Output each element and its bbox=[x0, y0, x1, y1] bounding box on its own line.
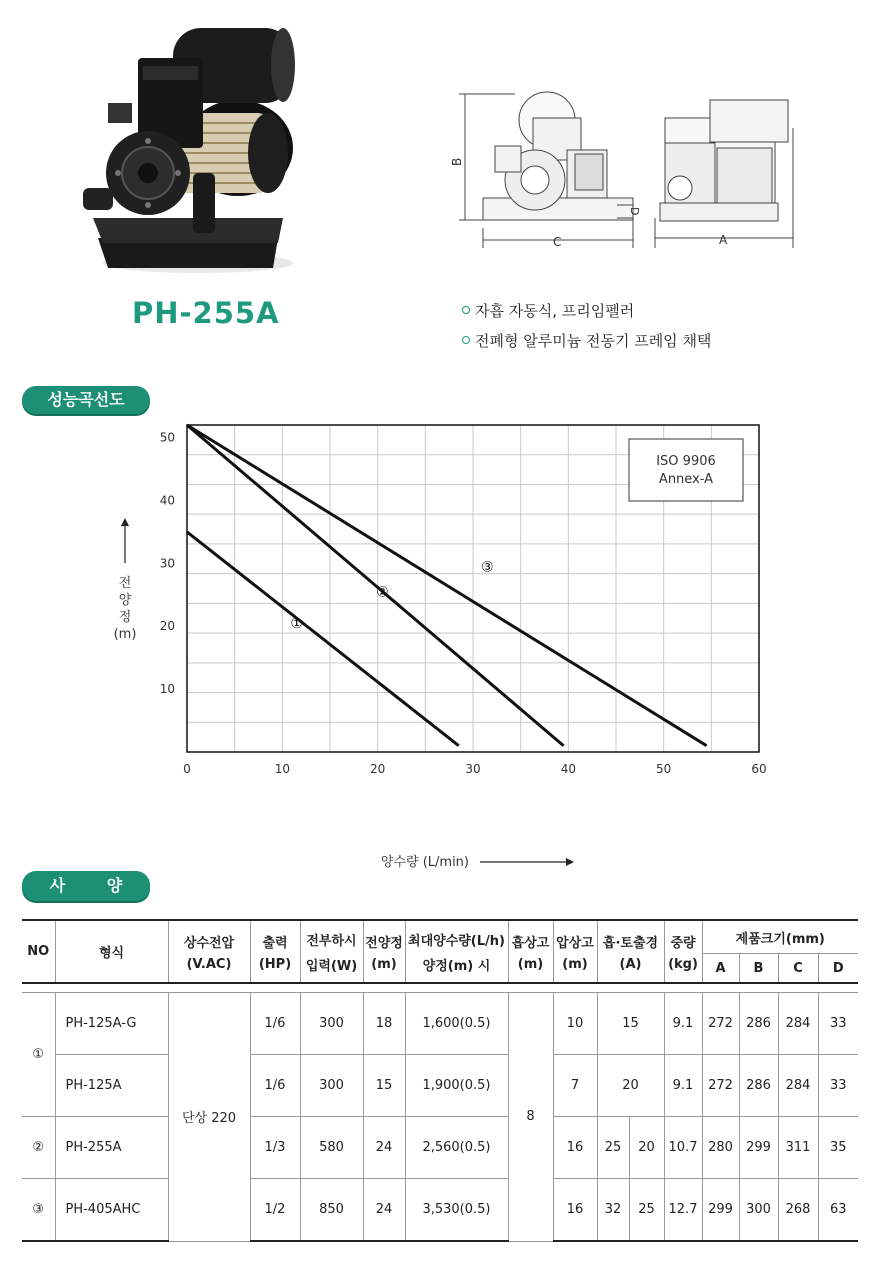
cell-hp: 1/6 bbox=[250, 1055, 300, 1117]
cell-bore: 20 bbox=[597, 1055, 664, 1117]
cell-kg: 12.7 bbox=[664, 1179, 702, 1242]
th-bore: 흡·토출경 (A) bbox=[597, 920, 664, 983]
cell-kg: 10.7 bbox=[664, 1117, 702, 1179]
cell-d: 63 bbox=[818, 1179, 858, 1242]
cell-c: 284 bbox=[778, 993, 818, 1055]
feature-text: 전폐형 알루미늄 전동기 프레임 채택 bbox=[475, 332, 712, 350]
cell-b: 286 bbox=[739, 993, 778, 1055]
series-line bbox=[187, 532, 459, 746]
cell-c: 311 bbox=[778, 1117, 818, 1179]
th-input: 전부하시 입력(W) bbox=[300, 920, 363, 983]
cell-flow: 3,530(0.5) bbox=[405, 1179, 508, 1242]
cell-press: 16 bbox=[553, 1117, 597, 1179]
section-badge-curve: 성능곡선도 bbox=[22, 386, 150, 414]
cell-bore-out: 25 bbox=[629, 1179, 664, 1242]
cell-no: ② bbox=[22, 1117, 55, 1179]
cell-kg: 9.1 bbox=[664, 993, 702, 1055]
cell-head: 24 bbox=[363, 1117, 405, 1179]
table-row bbox=[22, 993, 858, 1055]
cell-flow: 1,900(0.5) bbox=[405, 1055, 508, 1117]
spec-table bbox=[22, 919, 858, 1242]
x-tick-label: 20 bbox=[370, 762, 386, 776]
cell-suction: 8 bbox=[508, 993, 553, 1242]
annotation-text: Annex-A bbox=[658, 472, 714, 487]
y-axis-label-char: 전 bbox=[118, 576, 132, 591]
y-tick-label: 50 bbox=[159, 430, 175, 445]
cell-d: 35 bbox=[818, 1117, 858, 1179]
annotation-box bbox=[629, 439, 743, 501]
cell-a: 272 bbox=[702, 1055, 739, 1117]
cell-c: 268 bbox=[778, 1179, 818, 1242]
dim-label-d: D bbox=[628, 207, 641, 216]
cell-bore-in: 25 bbox=[597, 1117, 629, 1179]
cell-no: ③ bbox=[22, 1179, 55, 1242]
th-suction: 흡상고 (m) bbox=[508, 920, 553, 983]
th-size-d: D bbox=[818, 954, 858, 984]
bullet-icon bbox=[462, 336, 470, 344]
cell-model: PH-405AHC bbox=[55, 1179, 168, 1242]
cell-bore: 15 bbox=[597, 993, 664, 1055]
cell-a: 299 bbox=[702, 1179, 739, 1242]
th-model: 형식 bbox=[55, 920, 168, 983]
y-axis-arrow-icon bbox=[121, 518, 129, 526]
cell-kg: 9.1 bbox=[664, 1055, 702, 1117]
th-head: 전양정 (m) bbox=[363, 920, 405, 983]
x-tick-label: 0 bbox=[183, 762, 191, 776]
cell-d: 33 bbox=[818, 993, 858, 1055]
x-tick-label: 40 bbox=[560, 762, 576, 776]
y-tick-label: 20 bbox=[159, 619, 175, 634]
y-tick-label: 40 bbox=[159, 493, 175, 508]
performance-chart bbox=[100, 420, 790, 880]
cell-w: 850 bbox=[300, 1179, 363, 1242]
bullet-icon bbox=[462, 306, 470, 314]
x-tick-label: 50 bbox=[656, 762, 672, 776]
cell-a: 280 bbox=[702, 1117, 739, 1179]
cell-flow: 1,600(0.5) bbox=[405, 993, 508, 1055]
series-label: ② bbox=[376, 584, 389, 601]
feature-item bbox=[462, 300, 634, 321]
cell-voltage: 단상 220 bbox=[168, 993, 250, 1242]
feature-text: 자흡 자동식, 프리임펠러 bbox=[475, 302, 635, 320]
x-tick-label: 10 bbox=[274, 762, 290, 776]
annotation-text: ISO 9906 bbox=[656, 454, 716, 469]
th-output: 출력 (HP) bbox=[250, 920, 300, 983]
cell-c: 284 bbox=[778, 1055, 818, 1117]
cell-hp: 1/6 bbox=[250, 993, 300, 1055]
y-axis-label-char: 양 bbox=[118, 593, 132, 608]
cell-head: 24 bbox=[363, 1179, 405, 1242]
section-badge-spec: 사 양 bbox=[22, 871, 150, 901]
cell-bore-out: 20 bbox=[629, 1117, 664, 1179]
cell-model: PH-125A bbox=[55, 1055, 168, 1117]
model-title: PH-255A bbox=[132, 296, 280, 330]
cell-press: 7 bbox=[553, 1055, 597, 1117]
y-axis-label-unit: (m) bbox=[113, 627, 137, 642]
th-pressure: 압상고 (m) bbox=[553, 920, 597, 983]
table-row bbox=[22, 1117, 858, 1179]
th-voltage: 상수전압 (V.AC) bbox=[168, 920, 250, 983]
y-tick-label: 30 bbox=[159, 556, 175, 571]
cell-no: ① bbox=[22, 993, 55, 1117]
cell-hp: 1/3 bbox=[250, 1117, 300, 1179]
cell-model: PH-125A-G bbox=[55, 993, 168, 1055]
cell-d: 33 bbox=[818, 1055, 858, 1117]
cell-w: 580 bbox=[300, 1117, 363, 1179]
cell-press: 16 bbox=[553, 1179, 597, 1242]
cell-flow: 2,560(0.5) bbox=[405, 1117, 508, 1179]
cell-bore-in: 32 bbox=[597, 1179, 629, 1242]
y-tick-label: 10 bbox=[159, 682, 175, 697]
th-maxflow: 최대양수량(L/h) 양정(m) 시 bbox=[405, 920, 508, 983]
table-row bbox=[22, 1055, 858, 1117]
cell-b: 299 bbox=[739, 1117, 778, 1179]
pump-photo bbox=[78, 18, 303, 278]
x-tick-label: 60 bbox=[751, 762, 767, 776]
dim-label-c: C bbox=[553, 235, 562, 249]
cell-b: 300 bbox=[739, 1179, 778, 1242]
cell-a: 272 bbox=[702, 993, 739, 1055]
x-tick-label: 30 bbox=[465, 762, 481, 776]
cell-press: 10 bbox=[553, 993, 597, 1055]
th-weight: 중량 (kg) bbox=[664, 920, 702, 983]
cell-model: PH-255A bbox=[55, 1117, 168, 1179]
th-no: NO bbox=[22, 920, 55, 983]
y-axis-label-char: 정 bbox=[118, 610, 132, 625]
table-row bbox=[22, 1179, 858, 1242]
th-size-a: A bbox=[702, 954, 739, 984]
cell-head: 15 bbox=[363, 1055, 405, 1117]
cell-head: 18 bbox=[363, 993, 405, 1055]
cell-b: 286 bbox=[739, 1055, 778, 1117]
feature-item bbox=[462, 330, 711, 351]
x-axis-label: 양수량 (L/min) bbox=[380, 855, 469, 870]
th-size: 제품크기(mm) bbox=[702, 920, 858, 954]
dim-label-a: A bbox=[719, 233, 728, 247]
th-size-b: B bbox=[739, 954, 778, 984]
cell-w: 300 bbox=[300, 993, 363, 1055]
dim-label-b: B bbox=[450, 157, 464, 166]
th-size-c: C bbox=[778, 954, 818, 984]
series-label: ① bbox=[290, 616, 303, 633]
series-label: ③ bbox=[481, 559, 494, 576]
cell-hp: 1/2 bbox=[250, 1179, 300, 1242]
x-axis-arrow-icon bbox=[566, 858, 574, 866]
dimension-drawing bbox=[450, 88, 800, 258]
cell-w: 300 bbox=[300, 1055, 363, 1117]
